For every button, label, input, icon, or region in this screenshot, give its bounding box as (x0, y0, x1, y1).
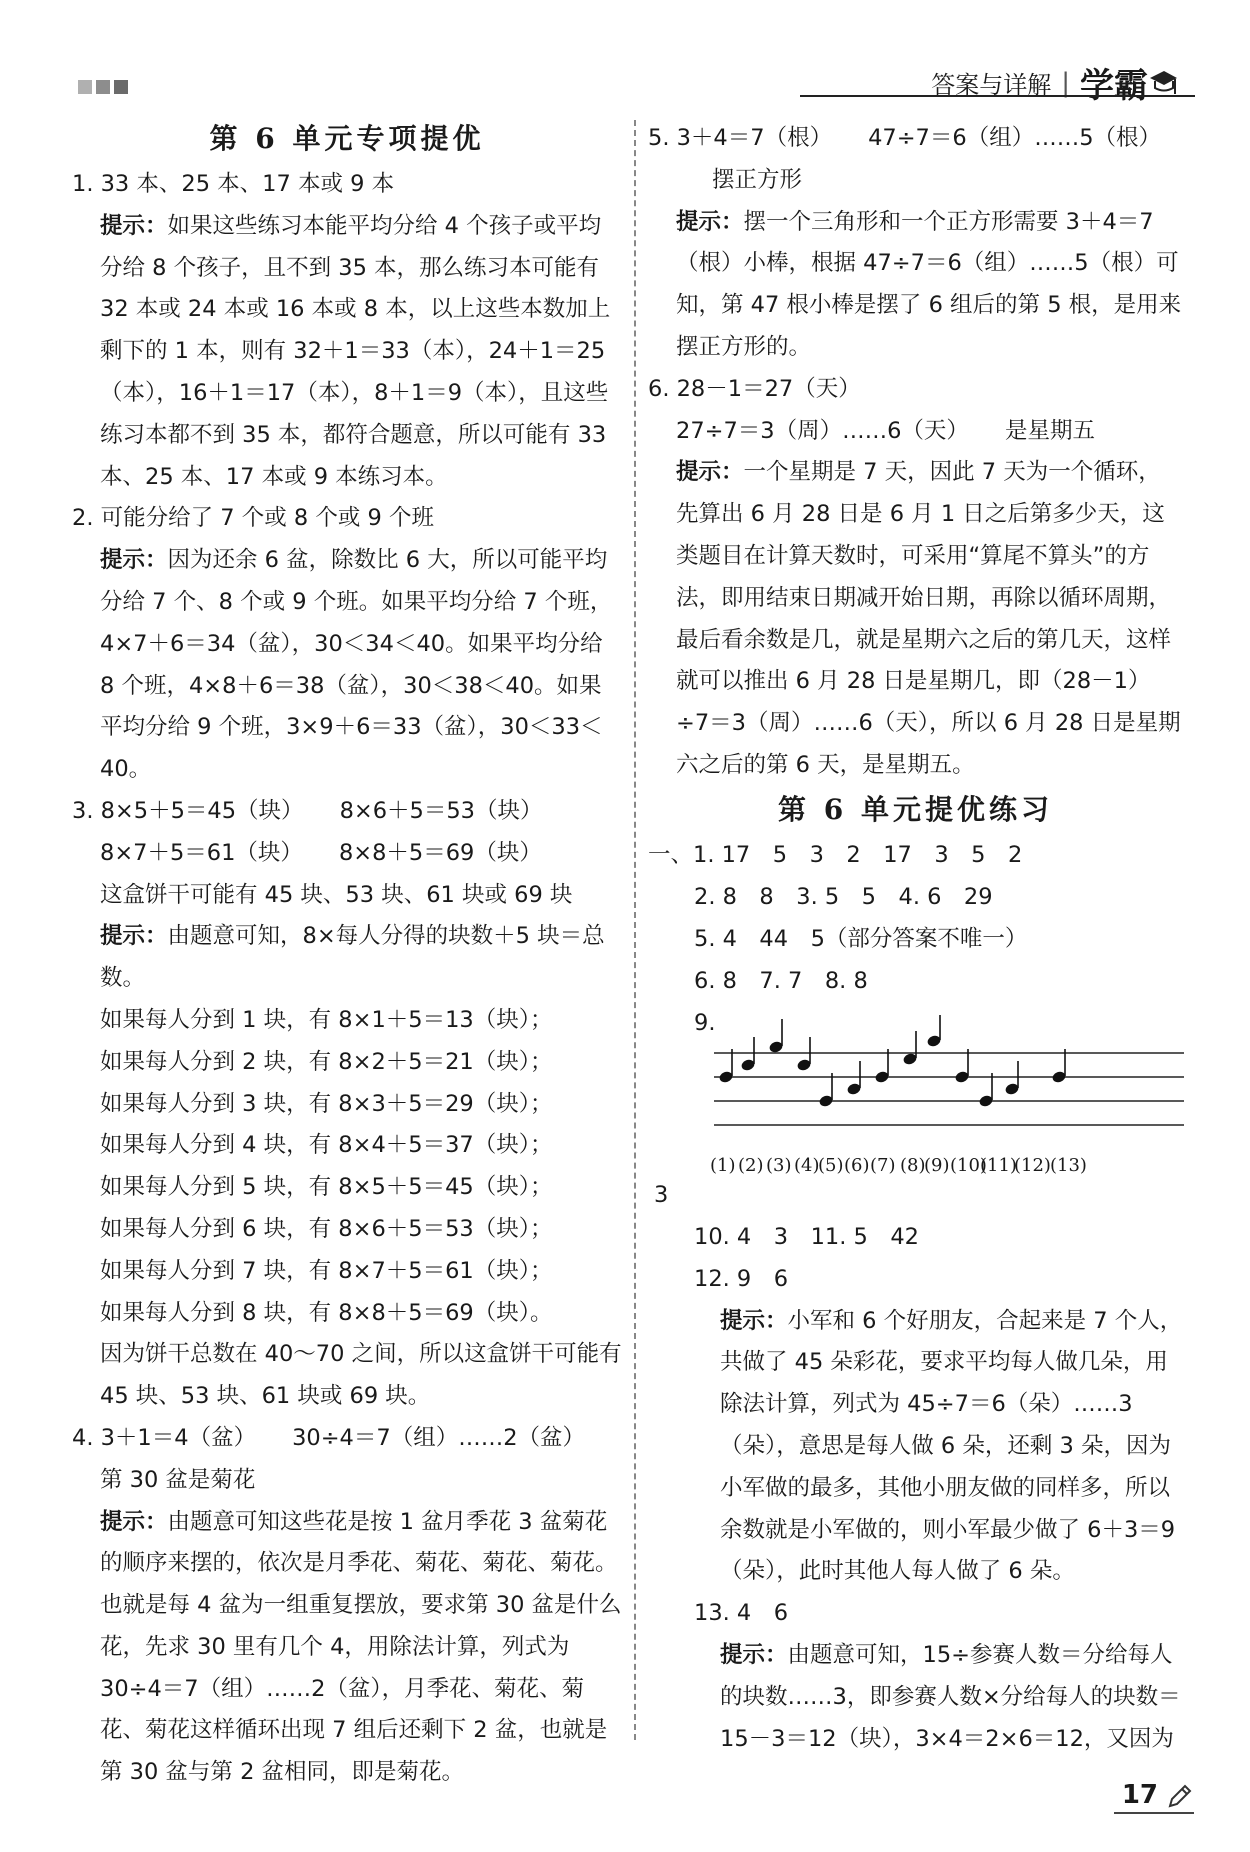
staff-label: (4) (794, 1154, 820, 1176)
answer-4 (72, 1418, 622, 1502)
hint-2 (72, 540, 622, 791)
hint-3-cases (72, 1000, 622, 1334)
answer-3-line1 (72, 791, 622, 833)
answer-6a: 6. 28－1＝27（天） (648, 375, 861, 402)
case-line: 如果每人分到 1 块，有 8×1＋5＝13（块）； (100, 1006, 553, 1033)
answer-4a: 4. 3＋1＝4（盆） (72, 1424, 257, 1451)
staff-label: (5) (818, 1154, 844, 1176)
staff-label: (10) (950, 1154, 987, 1176)
case-line: 如果每人分到 2 块，有 8×2＋5＝21（块）； (100, 1048, 553, 1075)
answer-row: 12. 9 6 (694, 1265, 789, 1292)
answer-row: 9. (694, 1009, 716, 1036)
answer-4b: 30÷4＝7（组）……2（盆） (292, 1424, 586, 1451)
staff-label: (3) (766, 1154, 792, 1176)
hint-label: 提示： (100, 923, 168, 950)
hint-text: 如果这些练习本能平均分给 4 个孩子或平均分给 8 个孩子，且不到 35 本，那么练习本可能有 32 本或 24 本或 16 本或 8 本，以上这些本数加上剩下的 1 本，则有 32＋1＝33（本），24＋1＝25（本），16＋1＝17（本），8＋1＝9（本），且这些练习本都不到 35 本，都符合题意，所以可能有 33 本、25 本、17 本或 9 本练习本。 (100, 212, 611, 490)
answer-2: 2. 可能分给了 7 个或 8 个或 9 个班 (72, 505, 434, 532)
hint-13 (648, 1635, 1183, 1760)
hint-text: 小军和 6 个好朋友，合起来是 7 个人，共做了 45 朵彩花，要求平均每人做几朵，用除法计算，列式为 45÷7＝6（朵）……3（朵），意思是每人做 6 朵，还剩 3 朵，因为小军做的最多，其他小朋友做的同样多，所以余数就是小军做的，则小军最少做了 6＋3＝9（朵），此时其他人每人做了 6 朵。 (720, 1307, 1183, 1585)
staff-label: (12) (1014, 1154, 1051, 1176)
answer-5a: 5. 3＋4＝7（根） (648, 125, 833, 151)
answer-row: 2. 8 8 3. 5 5 4. 6 29 (694, 883, 993, 910)
hint-label: 提示： (100, 1508, 168, 1535)
answer-3a: 3. 8×5＋5＝45（块） (72, 797, 304, 824)
pencil-icon (1166, 1782, 1194, 1810)
answer-row: 一、1. 17 5 3 2 17 3 5 2 (648, 841, 1023, 868)
hint-3 (72, 916, 622, 1000)
case-line: 如果每人分到 7 块，有 8×7＋5＝61（块）； (100, 1257, 553, 1284)
case-line: 如果每人分到 8 块，有 8×8＋5＝69（块）。 (100, 1299, 553, 1326)
answer-6b: 27÷7＝3（周）……6（天） (676, 417, 969, 444)
hint-text: 因为还余 6 盆，除数比 6 大，所以可能平均分给 7 个、8 个或 9 个班。如果平均分给 7 个班，4×7＋6＝34（盆），30＜34＜40。如果平均分给 8 个班，4×8＋6＝38（盆），30＜38＜40。如果平均分给 9 个班，3×9＋6＝33（盆），30＜33＜40。 (100, 547, 613, 783)
header-subtitle: 答案与详解 (931, 71, 1052, 99)
answer-4c: 第 30 盆是菊花 (100, 1466, 256, 1493)
staff-label: (9) (924, 1154, 950, 1176)
answer-3b: 8×6＋5＝53（块） (339, 797, 543, 824)
answer-3d: 8×8＋5＝69（块） (338, 839, 542, 866)
staff-label: (7) (870, 1154, 896, 1176)
hint-text: 由题意可知这些花是按 1 盆月季花 3 盆菊花的顺序来摆的，依次是月季花、菊花、菊花、菊花。也就是每 4 盆为一组重复摆放，要求第 30 盆是什么花，先求 30 里有几个 4，用除法计算，列式为 30÷4＝7（组）……2（盆），月季花、菊花、菊花、菊花这样循环出现 7 组后还剩下 2 盆，也就是第 30 盆与第 2 盆相同，即是菊花。 (100, 1508, 622, 1786)
case-line: 如果每人分到 5 块，有 8×5＋5＝45（块）； (100, 1174, 553, 1201)
answer-subitems-2 (648, 1217, 1183, 1301)
right-column (648, 118, 1183, 1761)
hint-label: 提示： (100, 212, 168, 239)
answer-5c: 摆正方形 (712, 166, 803, 193)
case-line: 如果每人分到 4 块，有 8×4＋5＝37（块）； (100, 1132, 553, 1159)
answer-row: 10. 4 3 11. 5 42 (694, 1223, 919, 1250)
answer-row: 6. 8 7. 7 8. 8 (694, 967, 868, 994)
hint-label: 提示： (100, 547, 168, 574)
corner-decoration (78, 80, 128, 94)
footer-rule (1114, 1812, 1194, 1814)
answer-3c: 8×7＋5＝61（块） (100, 839, 303, 866)
hint-label: 提示： (676, 459, 744, 486)
left-column (72, 118, 622, 1794)
hint-text: 摆一个三角形和一个正方形需要 3＋4＝7（根）小棒，根据 47÷7＝6（组）……5（根）可知，第 47 根小棒是摆了 6 组后的第 5 根，是用来摆正方形的。 (676, 208, 1182, 360)
header-rule (800, 95, 1195, 97)
hint-text: 由题意可知，8×每人分得的块数＋5 块＝总数。 (100, 923, 605, 992)
answer-5b: 47÷7＝6（组）……5（根） (868, 125, 1162, 151)
hint-label: 提示： (720, 1307, 788, 1334)
answer-row: 5. 4 44 5（部分答案不唯一） (694, 925, 1028, 952)
answer-6c: 是星期五 (1004, 417, 1095, 444)
case-line: 如果每人分到 3 块，有 8×3＋5＝29（块）； (100, 1090, 553, 1117)
hint-1 (72, 206, 622, 499)
hint-3-conclusion: 因为饼干总数在 40～70 之间，所以这盒饼干可能有 45 块、53 块、61 块或 69 块。 (100, 1341, 622, 1410)
staff-label: (1) (710, 1154, 736, 1176)
page-number: 17 (1121, 1780, 1158, 1810)
hint-label: 提示： (720, 1642, 788, 1669)
section-title: 第 6 单元提优练习 (778, 792, 1053, 826)
music-staff (714, 1015, 1184, 1145)
answer-1: 1. 33 本、25 本、17 本或 9 本 (72, 171, 395, 197)
answer-3-line2 (72, 833, 622, 875)
answer-row: 13. 4 6 (694, 1600, 789, 1627)
answer-5 (648, 118, 1183, 202)
hint-12 (648, 1301, 1183, 1594)
staff-label: (2) (738, 1154, 764, 1176)
hint-text: 由题意可知，15÷参赛人数＝分给每人的块数……3，即参赛人数×分给每人的块数＝15－3＝12（块），3×4＝2×6＝12，又因为 (720, 1642, 1181, 1752)
answer-row: 3 (654, 1181, 669, 1208)
hint-5 (648, 202, 1183, 369)
hint-4 (72, 1502, 622, 1795)
hint-label: 提示： (676, 208, 744, 235)
answer-subitems-3 (648, 1593, 1183, 1635)
case-line: 如果每人分到 6 块，有 8×6＋5＝53（块）； (100, 1215, 553, 1242)
answer-3-line3: 这盒饼干可能有 45 块、53 块、61 块或 69 块 (100, 881, 573, 908)
staff-label: (13) (1050, 1154, 1087, 1176)
staff-label: (8) (900, 1154, 926, 1176)
staff-label: (11) (980, 1154, 1017, 1176)
column-divider (634, 120, 636, 1740)
staff-labels (710, 1145, 1184, 1176)
staff-label: (6) (844, 1154, 870, 1176)
header-separator: | (1061, 67, 1070, 98)
music-staff-svg (714, 1015, 1184, 1145)
page-header (931, 58, 1178, 107)
section-title: 第 6 单元专项提优 (209, 122, 485, 155)
hint-text: 一个星期是 7 天，因此 7 天为一个循环，先算出 6 月 28 日是 6 月 1 日之后第多少天，这类题目在计算天数时，可采用“算尾不算头”的方法，即用结束日期减开始日期，再除以循环周期，最后看余数是几，就是星期六之后的第几天，这样就可以推出 6 月 28 日是星期几，即（28－1）÷7＝3（周）……6（天），所以 6 月 28 日是星期六之后的第 6 天，是星期五。 (676, 459, 1181, 778)
hint-6 (648, 452, 1183, 786)
answer-6 (648, 369, 1183, 453)
header-brand: 学霸 (1080, 66, 1148, 106)
